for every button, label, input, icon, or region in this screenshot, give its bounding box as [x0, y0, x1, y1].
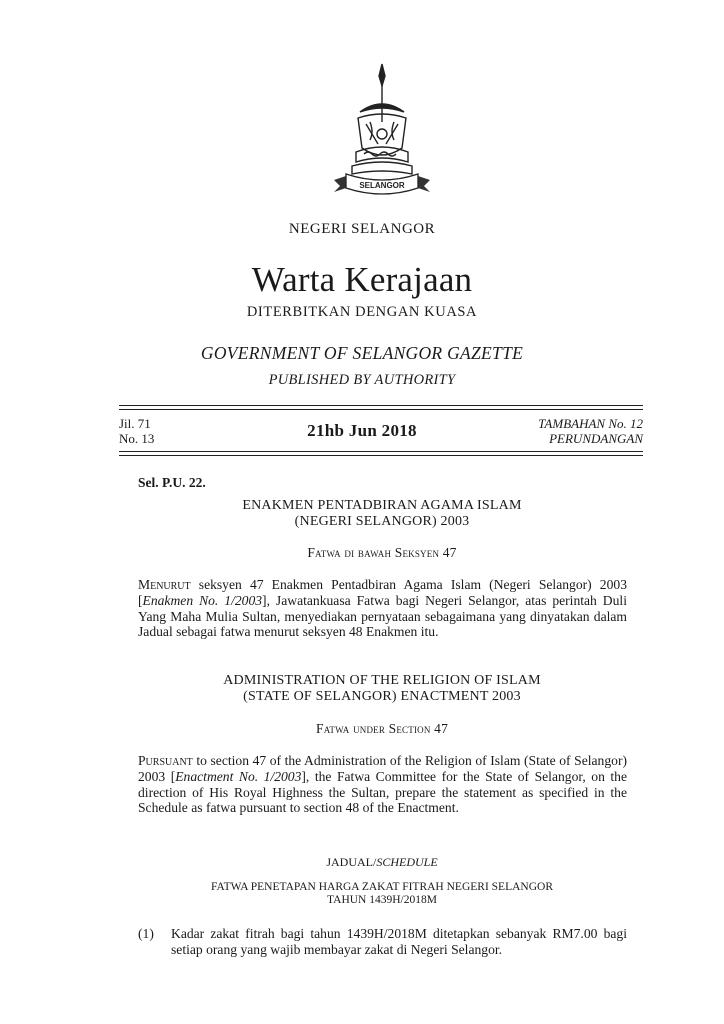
gazette-title-en: GOVERNMENT OF SELANGOR GAZETTE	[200, 343, 524, 363]
fatwa-title-line1: FATWA PENETAPAN HARGA ZAKAT FITRAH NEGERI SELANGOR	[211, 881, 553, 893]
enactment-title-ms	[0, 498, 724, 530]
fatwa-title	[0, 881, 724, 907]
preamble-ms	[138, 577, 627, 640]
divider-bottom-inner	[119, 451, 643, 452]
divider-top-inner	[119, 409, 643, 410]
state-name: NEGERI SELANGOR	[288, 221, 436, 237]
gazette-subtitle-en: PUBLISHED BY AUTHORITY	[268, 372, 456, 388]
enactment-title-ms-line2: (NEGERI SELANGOR) 2003	[294, 514, 470, 529]
schedule-title	[0, 855, 724, 870]
issue-date: 21hb Jun 2018	[307, 421, 417, 440]
divider-top	[119, 405, 643, 406]
preamble-ms-lead: Menurut	[138, 577, 191, 592]
schedule-title-ms: JADUAL/	[326, 855, 377, 869]
preamble-en-body-1: to section 47 of the Administration of the Religion of Islam (State of Selangor) 2003 [	[138, 753, 627, 784]
preamble-en-ref: Enactment No. 1/2003	[175, 768, 302, 784]
gazette-title: Warta Kerajaan	[251, 260, 473, 299]
enactment-title-en	[0, 673, 724, 705]
crest-banner-text: SELANGOR	[359, 181, 405, 190]
volume-number: Jil. 71	[119, 416, 151, 431]
enactment-title-ms-line1: ENAKMEN PENTADBIRAN AGAMA ISLAM	[242, 498, 522, 513]
schedule-item-text: Kadar zakat fitrah bagi tahun 1439H/2018M ditetapkan sebanyak RM7.00 bagi setiap orang yang wajib membayar zakat di Negeri Selangor.	[171, 926, 627, 957]
schedule-title-en: SCHEDULE	[376, 855, 438, 869]
preamble-en-body-2: ], the Fatwa Committee for the State of Selangor, on the direction of His Royal Highness the Sultan, prepare the statement as specified in the Schedule as fatwa pursuant to section 48 of the Enactment.	[138, 768, 627, 816]
fatwa-title-line2: TAHUN 1439H/2018M	[327, 894, 437, 906]
divider-bottom	[119, 455, 643, 456]
notice-reference: Sel. P.U. 22.	[138, 475, 206, 490]
fatwa-heading-ms: Fatwa di bawah Seksyen 47	[307, 545, 457, 560]
supplement-block	[538, 416, 643, 446]
supplement-category: PERUNDANGAN	[549, 431, 643, 446]
selangor-crest-icon	[330, 62, 434, 200]
enactment-title-en-line1: ADMINISTRATION OF THE RELIGION OF ISLAM	[223, 673, 541, 688]
preamble-en	[138, 753, 627, 816]
preamble-en-lead: Pursuant	[138, 753, 193, 768]
supplement-number: TAMBAHAN No. 12	[538, 416, 643, 431]
fatwa-heading-en: Fatwa under Section 47	[315, 721, 449, 736]
enactment-title-en-line2: (STATE OF SELANGOR) ENACTMENT 2003	[243, 689, 521, 704]
preamble-ms-body-1: seksyen 47 Enakmen Pentadbiran Agama Islam (Negeri Selangor) 2003 [	[138, 577, 627, 608]
schedule-item-number: (1)	[138, 926, 154, 941]
gazette-subtitle: DITERBITKAN DENGAN KUASA	[246, 304, 478, 320]
preamble-ms-body-2: ], Jawatankuasa Fatwa bagi Negeri Selangor, atas perintah Duli Yang Maha Mulia Sultan, menyediakan pernyataan sebagaimana yang dinyatakan dalam Jadual sebagai fatwa menurut seksyen 48 Enakmen itu.	[138, 592, 627, 640]
preamble-ms-ref: Enakmen No. 1/2003	[142, 592, 263, 608]
issue-number: No. 13	[119, 431, 155, 446]
